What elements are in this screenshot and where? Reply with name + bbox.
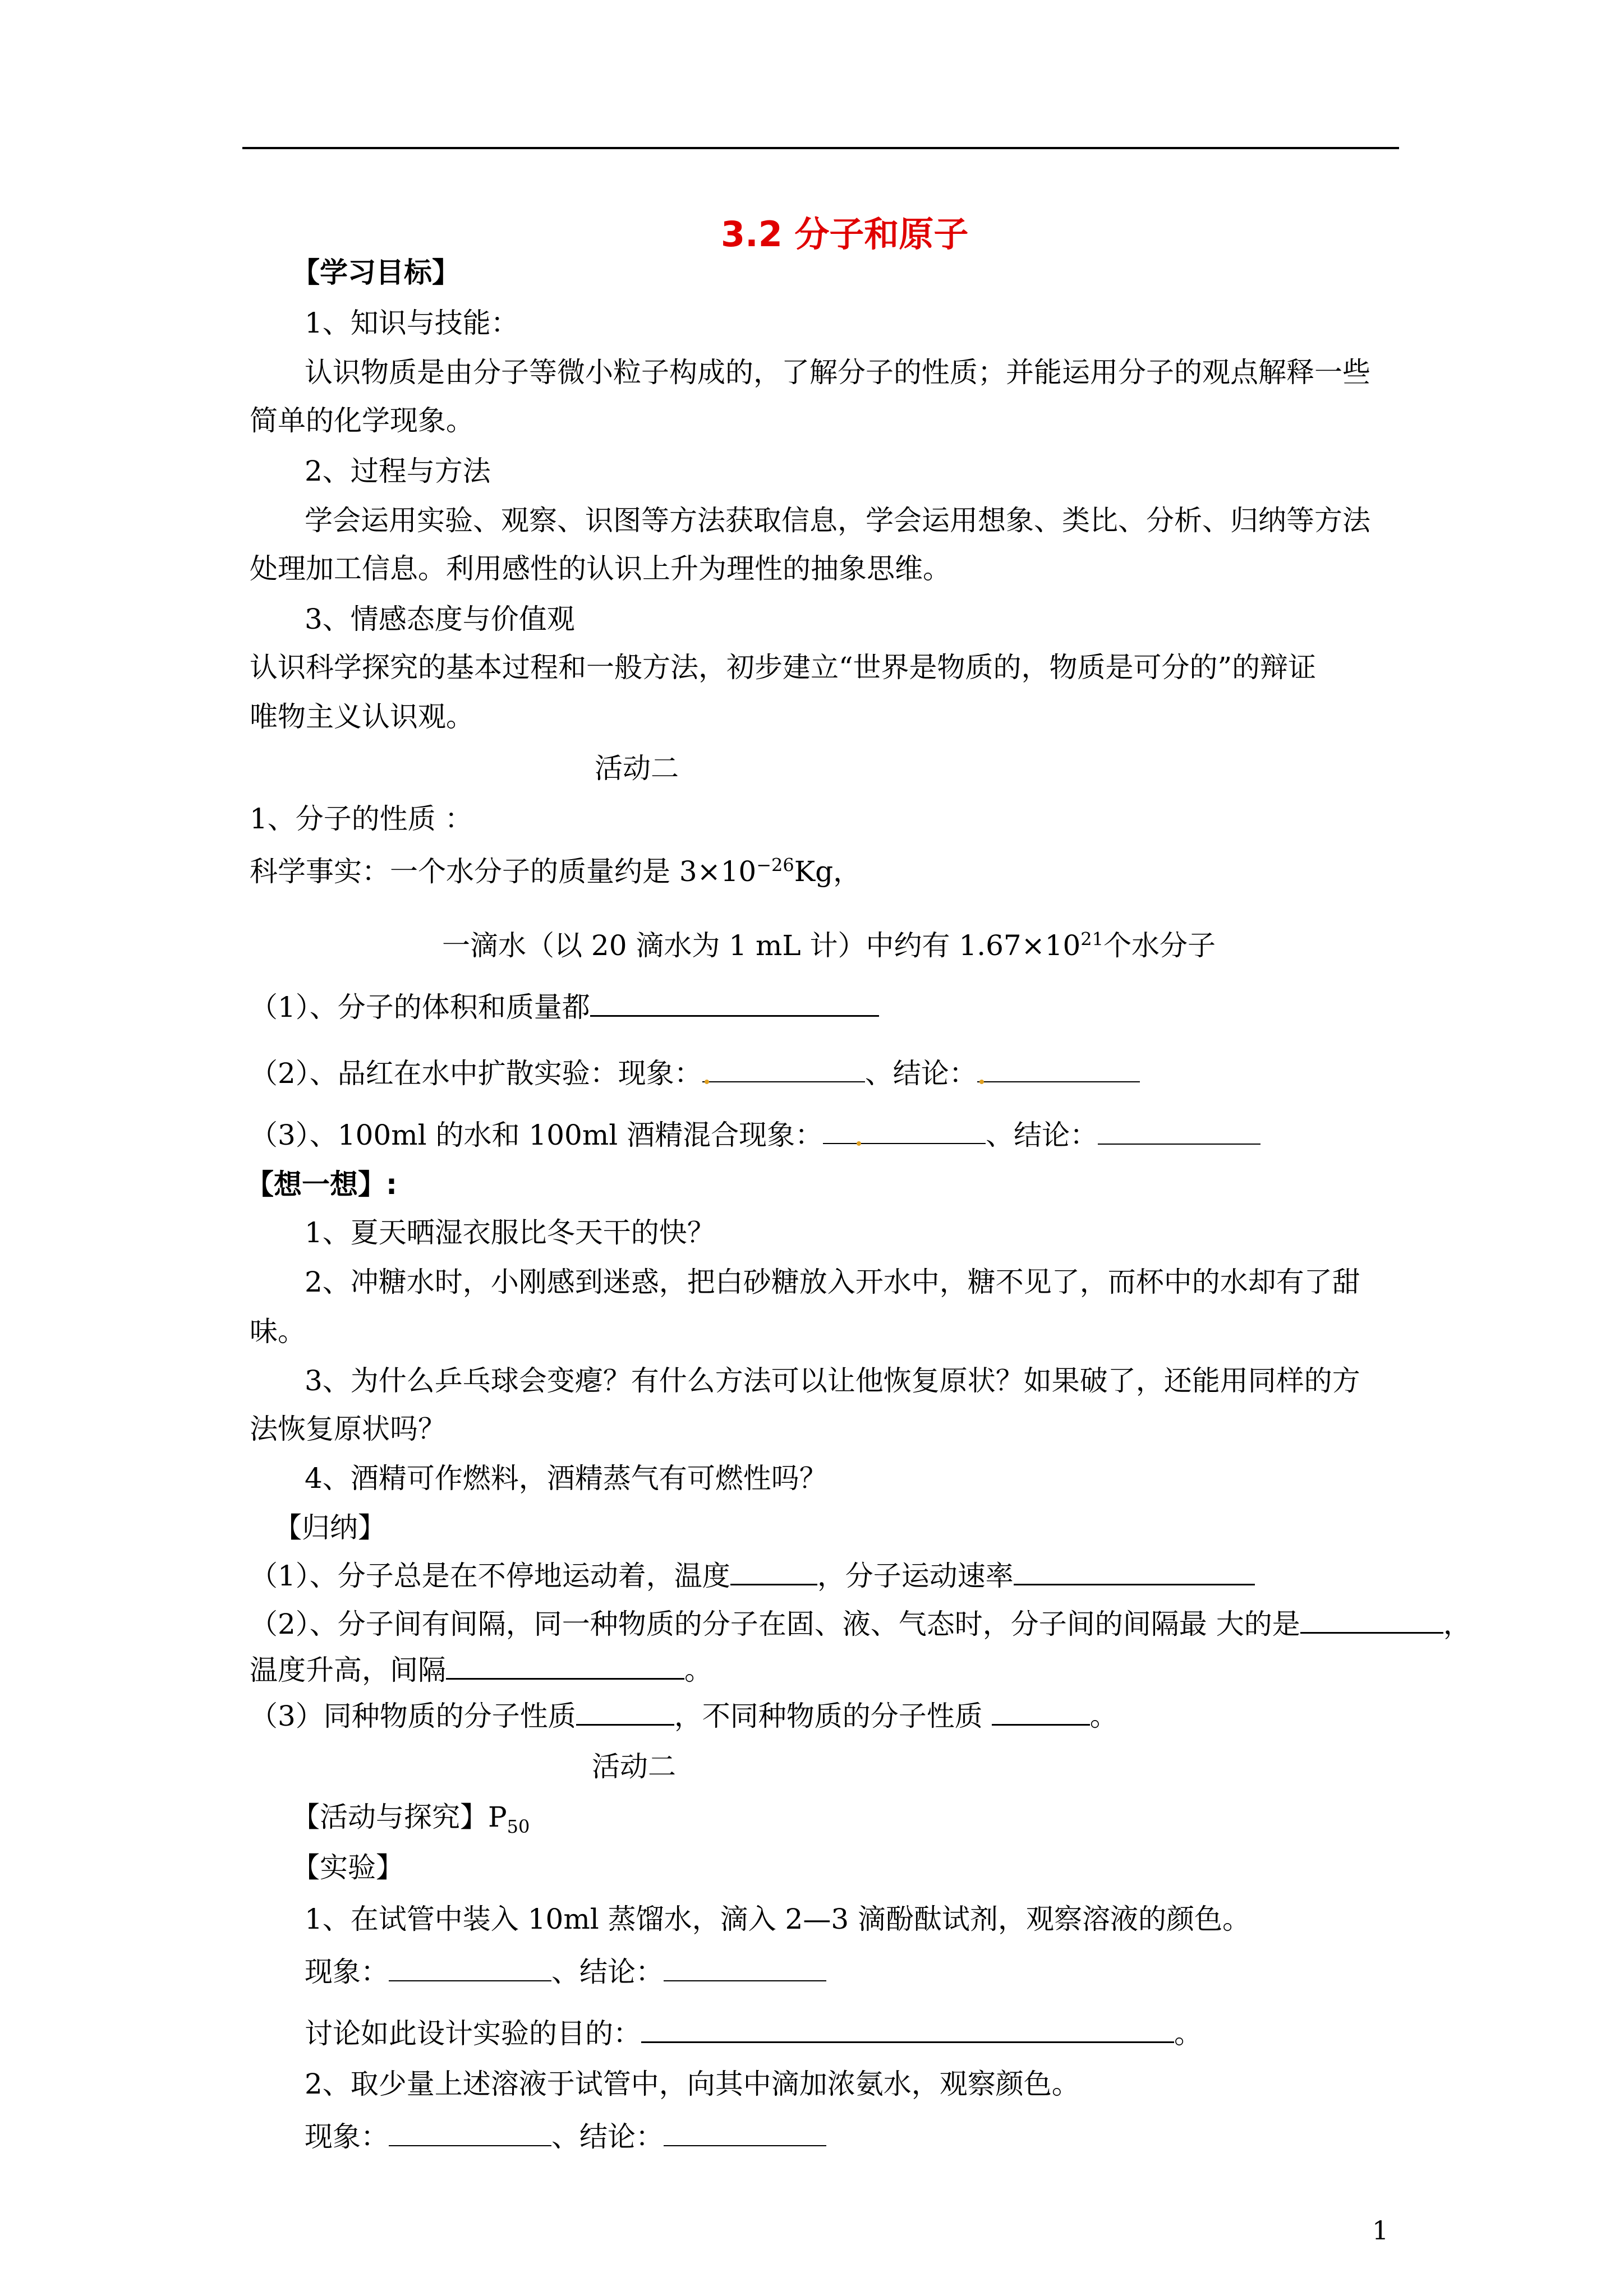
answer-blank[interactable] <box>730 1559 817 1585</box>
header-rule <box>242 147 1399 149</box>
discussion: 讨论如此设计实验的目的： 。 <box>305 2017 1202 2050</box>
objectives-heading: 【学习目标】 <box>292 256 460 289</box>
page-number: 1 <box>1372 2215 1389 2246</box>
science-fact: 科学事实：一个水分子的质量约是 $3\times 10^{-26}Kg$， <box>250 854 862 888</box>
objective-2-text: 学会运用实验、观察、识图等方法获取信息，学会运用想象、类比、分析、归纳等方法 <box>305 504 1370 537</box>
objective-3-title: 3、情感态度与价值观 <box>305 603 575 635</box>
summary-1: （1）、分子总是在不停地运动着，温度 ，分子运动速率 <box>250 1559 1255 1593</box>
summary-3: （3）同种物质的分子性质 ，不同种物质的分子性质 。 <box>250 1700 1118 1732</box>
objective-1-text: 认识物质是由分子等微小粒子构成的，了解分子的性质；并能运用分子的观点解释一些 <box>305 356 1370 389</box>
think-heading: 【想一想】: <box>246 1168 397 1201</box>
answer-blank[interactable] <box>977 1057 1140 1082</box>
answer-blank[interactable] <box>389 1956 551 1981</box>
answer-blank[interactable] <box>1300 1607 1443 1634</box>
experiment-2: 2、取少量上述溶液于试管中，向其中滴加浓氨水，观察颜色。 <box>305 2068 1080 2100</box>
question-3: （3）、100ml 的水和 100ml 酒精混合现象： 、结论： <box>250 1118 1260 1152</box>
answer-blank[interactable] <box>590 990 879 1017</box>
answer-blank[interactable] <box>641 2017 1174 2043</box>
activity-heading-1: 活动二 <box>595 752 679 785</box>
experiment-heading: 【实验】 <box>292 1851 404 1884</box>
answer-blank[interactable] <box>702 1057 865 1082</box>
activity-heading-2: 活动二 <box>592 1750 676 1783</box>
summary-2: （2）、分子间有间隔，同一种物质的分子在固、液、气态时，分子间的间隔最 大的是 ， <box>250 1608 1471 1640</box>
think-question-2: 2、冲糖水时，小刚感到迷惑，把白砂糖放入开水中，糖不见了，而杯中的水却有了甜 <box>305 1266 1360 1298</box>
think-question-4: 4、酒精可作燃料，酒精蒸气有可燃性吗？ <box>305 1462 827 1495</box>
summary-heading: 【归纳】 <box>274 1511 386 1544</box>
mark-dot <box>979 1080 984 1084</box>
answer-blank[interactable] <box>1098 1119 1260 1145</box>
answer-blank[interactable] <box>576 1699 674 1726</box>
question-2: （2）、品红在水中扩散实验：现象： 、结论： <box>250 1057 1140 1090</box>
water-drop-fact: 一滴水（以 20 滴水为 1 mL 计）中约有 $1.67\times 10^{21}$个水分子 <box>442 928 1216 962</box>
answer-blank[interactable] <box>992 1699 1090 1726</box>
objective-3-text: 认识科学探究的基本过程和一般方法，初步建立“世界是物质的，物质是可分的”的辩证 <box>250 651 1317 684</box>
answer-blank[interactable] <box>823 1118 986 1144</box>
question-1: （1）、分子的体积和质量都 <box>250 990 879 1024</box>
experiment-1: 1、在试管中装入 10ml 蒸馏水，滴入 2—3 滴酚酞试剂，观察溶液的颜色。 <box>305 1903 1251 1935</box>
explore-heading: 【活动与探究】$P_{50}$ <box>292 1801 530 1837</box>
experiment-1-answer: 现象： 、结论： <box>305 1955 826 1989</box>
experiment-2-answer: 现象： 、结论： <box>305 2120 826 2154</box>
objective-2-text-cont: 处理加工信息。利用感性的认识上升为理性的抽象思维。 <box>250 552 951 585</box>
answer-blank[interactable] <box>1014 1559 1255 1585</box>
think-question-2-cont: 味。 <box>250 1315 306 1348</box>
objective-1-title: 1、知识与技能： <box>305 307 519 339</box>
mark-dot <box>705 1080 709 1084</box>
mark-dot <box>857 1141 861 1146</box>
summary-2-cont: 温度升高，间隔 。 <box>250 1654 712 1686</box>
page-title: 3.2 分子和原子 <box>721 214 969 255</box>
think-question-3: 3、为什么乒乓球会变瘪？有什么方法可以让他恢复原状？如果破了，还能用同样的方 <box>305 1364 1360 1397</box>
think-question-3-cont: 法恢复原状吗？ <box>250 1413 446 1445</box>
answer-blank[interactable] <box>389 2120 551 2146</box>
answer-blank[interactable] <box>664 2120 826 2146</box>
answer-blank[interactable] <box>446 1653 684 1680</box>
objective-1-text-cont: 简单的化学现象。 <box>250 404 474 437</box>
think-question-1: 1、夏天晒湿衣服比冬天干的快？ <box>305 1216 715 1249</box>
molecule-property-title: 1、分子的性质 ： <box>250 803 473 835</box>
answer-blank[interactable] <box>664 1956 826 1981</box>
objective-3-text-cont: 唯物主义认识观。 <box>250 700 474 733</box>
objective-2-title: 2、过程与方法 <box>305 455 491 487</box>
